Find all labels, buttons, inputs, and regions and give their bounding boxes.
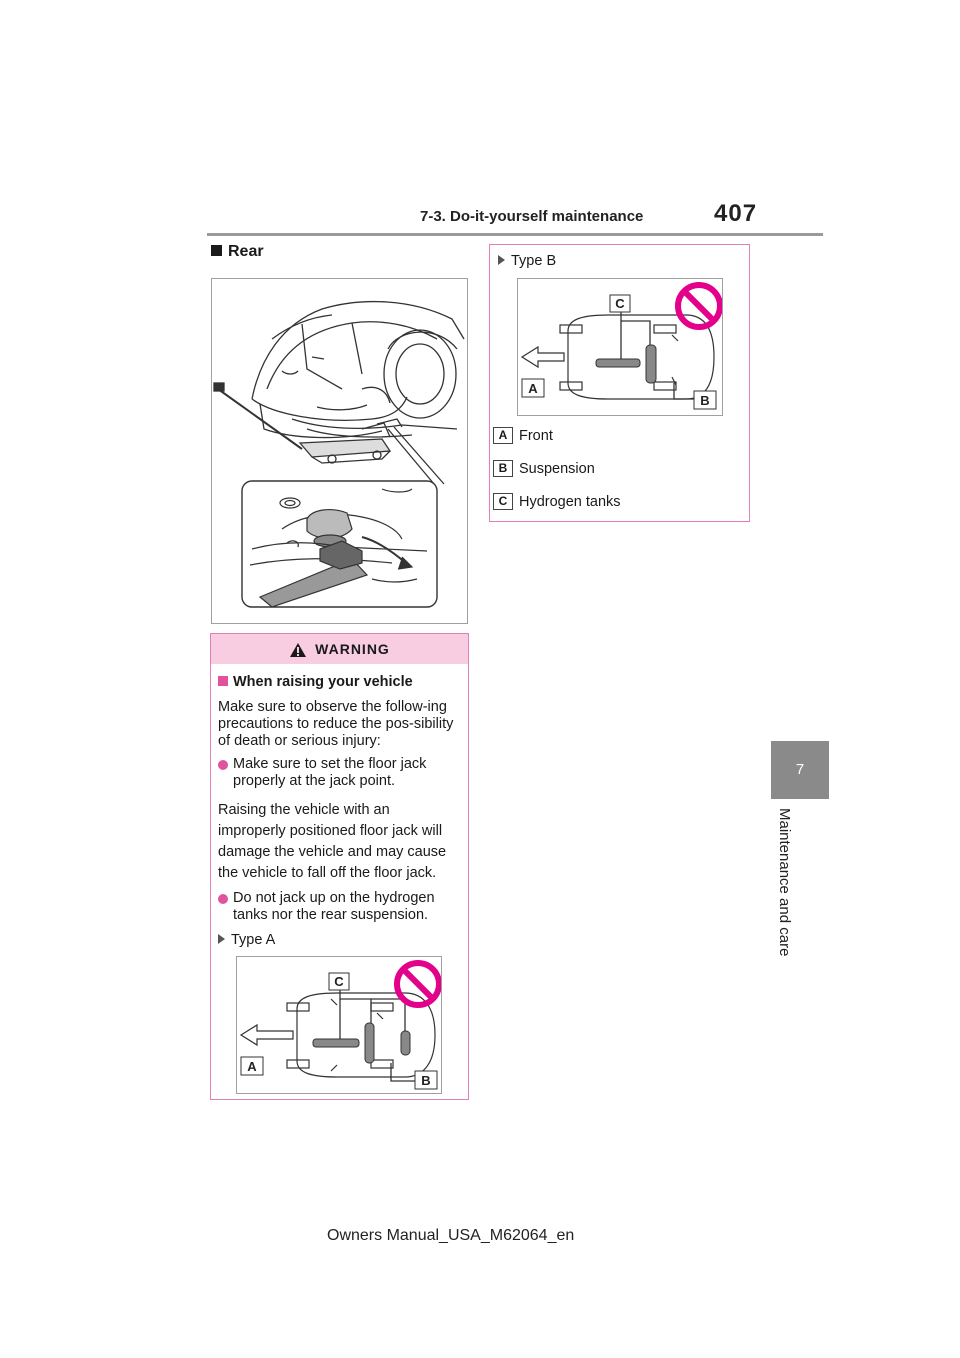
rear-heading-text: Rear <box>228 243 264 260</box>
jack-point-illustration <box>211 278 468 624</box>
bullet-dot-icon <box>218 760 228 770</box>
diagram-b-label-c: C <box>615 296 625 311</box>
diagram-a-label-b: B <box>421 1073 431 1088</box>
car-top-view-diagram <box>518 279 722 415</box>
warning-bullet-1-text: Make sure to set the floor jack properly at the jack point. <box>233 756 427 789</box>
car-top-view-diagram <box>237 957 441 1093</box>
square-bullet-icon <box>218 676 228 686</box>
legend-item-hydrogen-tanks <box>493 493 621 510</box>
legend-key: C <box>493 493 513 510</box>
bullet-dot-icon <box>218 894 228 904</box>
warning-bullet-2-text: Do not jack up on the hydrogen tanks nor the rear suspension. <box>233 890 435 923</box>
prohibited-icon <box>678 285 720 327</box>
footer-text: Owners Manual_USA_M62064_en <box>327 1227 575 1244</box>
header-divider <box>207 233 823 236</box>
diagram-b-label-a: A <box>528 381 538 396</box>
warning-body <box>211 664 468 949</box>
legend-key: A <box>493 427 513 444</box>
type-a-label <box>218 932 460 949</box>
type-a-diagram <box>236 956 442 1094</box>
rear-heading <box>211 243 264 261</box>
warning-bullet-2 <box>218 890 460 924</box>
warning-paragraph: Raising the vehicle with an improperly positioned floor jack will damage the vehicle and may cause the vehicle to fall off the floor jack. <box>218 802 447 881</box>
warning-subheading <box>218 674 460 691</box>
legend-text: Front <box>519 427 553 444</box>
legend-key: B <box>493 460 513 477</box>
type-b-text: Type B <box>511 253 557 269</box>
car-jack-illustration <box>212 279 467 623</box>
type-b-diagram <box>517 278 723 416</box>
chapter-label: Maintenance and care <box>776 808 793 957</box>
type-a-text: Type A <box>231 932 276 948</box>
diagram-a-label-a: A <box>247 1059 257 1074</box>
page-number: 407 <box>714 200 758 227</box>
section-title: 7-3. Do-it-yourself maintenance <box>420 208 644 225</box>
square-bullet-icon <box>211 245 222 256</box>
legend-text: Suspension <box>519 460 595 477</box>
warning-subheading-text: When raising your vehicle <box>233 674 413 690</box>
warning-intro: Make sure to observe the follow-ing precautions to reduce the pos-sibility of death or serious injury: <box>218 699 454 749</box>
legend-item-suspension <box>493 460 595 477</box>
type-b-label <box>498 253 556 269</box>
triangle-right-icon <box>218 934 225 944</box>
legend-item-front <box>493 427 553 444</box>
warning-bullet-1 <box>218 756 460 790</box>
prohibited-icon <box>397 963 439 1005</box>
warning-triangle-icon <box>289 638 307 668</box>
warning-header <box>211 634 468 664</box>
diagram-b-label-b: B <box>700 393 710 408</box>
chapter-tab[interactable]: 7 <box>771 741 829 799</box>
triangle-right-icon <box>498 255 505 265</box>
legend-text: Hydrogen tanks <box>519 493 621 510</box>
diagram-a-label-c: C <box>334 974 344 989</box>
warning-title: WARNING <box>315 641 390 657</box>
